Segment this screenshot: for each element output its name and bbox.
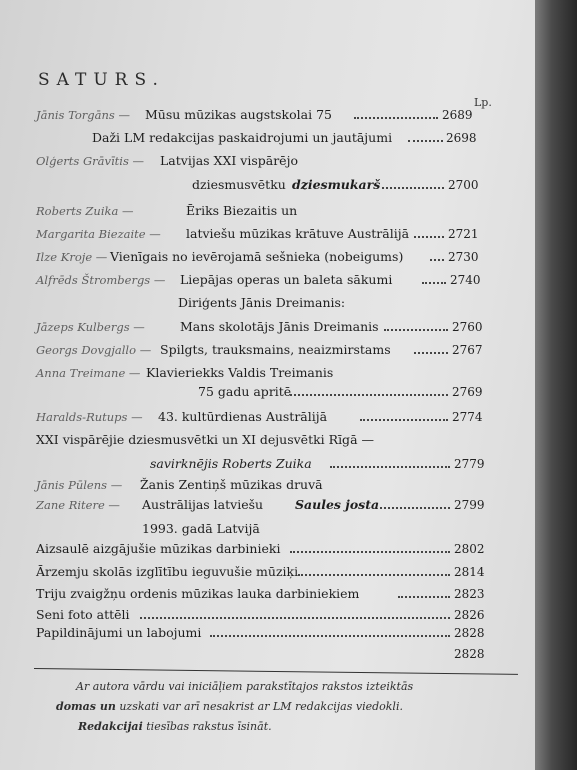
toc-title: Diriģents Jānis Dreimanis: [178, 295, 346, 310]
page-heading: SATURS. [38, 70, 165, 90]
toc-title: Ēriks Biezaitis un [186, 203, 298, 218]
toc-entry [0, 176, 535, 194]
toc-entry [0, 455, 535, 473]
toc-title: 1993. gadā Latvijā [142, 521, 260, 536]
toc-page-number: 2769 [452, 385, 483, 399]
toc-page-number: 2700 [448, 178, 479, 192]
toc-page-number: 2823 [454, 587, 485, 601]
toc-entry [0, 202, 535, 220]
toc-author: Jānis Pūlens — [36, 478, 123, 492]
toc-title: Papildinājumi un labojumi [36, 625, 202, 640]
toc-title: Daži LM redakcijas paskaidrojumi un jautājumi [92, 130, 393, 145]
editorial-note-line-1: Ar autora vārdu vai iniciāļiem parakstītajos rakstos izteiktās [76, 680, 414, 693]
toc-leader-dots [414, 236, 444, 238]
toc-title: latviešu mūzikas krātuve Austrālijā [186, 226, 410, 241]
toc-title: Žanis Zentiņš mūzikas druvā [140, 477, 323, 492]
editorial-note-line-2 [56, 700, 403, 713]
toc-title: Liepājas operas un baleta sākumi [180, 272, 393, 287]
toc-leader-dots [422, 282, 446, 284]
toc-page-number: 2828 [454, 626, 485, 640]
toc-leader-dots [380, 507, 450, 509]
toc-leader-dots [290, 394, 448, 396]
toc-leader-dots [290, 551, 450, 553]
toc-entry [0, 585, 535, 603]
toc-leader-dots [408, 140, 443, 142]
toc-author: Jānis Torgāns — [36, 108, 130, 122]
toc-page-number: 2799 [454, 498, 485, 512]
toc-page-number: 2721 [448, 227, 479, 241]
toc-page-number: 2774 [452, 410, 483, 424]
toc-title: 75 gadu apritē [198, 384, 292, 399]
toc-entry [0, 520, 535, 538]
toc-title: Mans skolotājs Jānis Dreimanis [180, 319, 379, 334]
toc-title: Spilgts, trauksmains, neaizmirstams [160, 342, 391, 357]
editorial-note-text: tiesības rakstus īsināt. [146, 720, 272, 733]
toc-page-number: 2826 [454, 608, 485, 622]
toc-entry [0, 476, 535, 494]
toc-author: Roberts Zuika — [36, 204, 134, 218]
toc-page-number: 2760 [452, 320, 483, 334]
toc-title: Mūsu mūzikas augstskolai 75 [145, 107, 332, 122]
toc-entry [0, 152, 535, 170]
toc-entry [0, 408, 535, 426]
toc-title: 43. kultūrdienas Austrālijā [158, 409, 328, 424]
toc-entry [0, 271, 535, 289]
toc-title: Seni foto attēli [36, 607, 130, 622]
toc-entry [0, 129, 535, 147]
toc-title: Vienīgais no ievērojamā sešnieka (nobeigums) [110, 249, 404, 264]
toc-entry [0, 106, 535, 124]
toc-entry [0, 341, 535, 359]
footnote-divider [34, 668, 518, 675]
toc-page-number: 2767 [452, 343, 483, 357]
toc-entry [0, 540, 535, 558]
toc-title: Klavieriekks Valdis Treimanis [146, 365, 334, 380]
toc-leader-dots [384, 329, 448, 331]
toc-title: Aizsaulē aizgājušie mūzikas darbinieki [36, 541, 281, 556]
toc-entry [0, 318, 535, 336]
toc-entry [0, 624, 535, 642]
toc-page-number: 2698 [446, 131, 477, 145]
toc-page-number: 2828 [454, 647, 485, 661]
toc-title-emphasis: savirknējis Roberts Zuika [150, 456, 312, 471]
toc-entry [0, 364, 535, 382]
toc-author: Margarita Biezaite — [36, 227, 161, 241]
editorial-note-bold: domas un [56, 700, 116, 713]
toc-author: Olģerts Grāvītis — [36, 154, 145, 168]
toc-entry [0, 645, 535, 663]
toc-leader-dots [354, 117, 438, 119]
toc-leader-dots [210, 635, 450, 637]
toc-page-number: 2814 [454, 565, 485, 579]
toc-page-number: 2730 [448, 250, 479, 264]
toc-entry [0, 496, 535, 514]
toc-entry [0, 248, 535, 266]
toc-leader-dots [382, 187, 444, 189]
toc-entry [0, 606, 535, 624]
toc-entry [0, 383, 535, 401]
toc-leader-dots [298, 574, 450, 576]
toc-leader-dots [360, 419, 448, 421]
toc-leader-dots [140, 617, 450, 619]
toc-title: XXI vispārējie dziesmusvētki un XI dejusvētki Rīgā — [36, 432, 374, 447]
toc-page-number: 2802 [454, 542, 485, 556]
toc-leader-dots [398, 596, 450, 598]
toc-title: Ārzemju skolās izglītību ieguvušie mūziķi [36, 564, 299, 579]
toc-title-emphasis: dziesmukarš [292, 177, 381, 192]
toc-entry [0, 431, 535, 449]
toc-author: Jāzeps Kulbergs — [36, 320, 145, 334]
page-number-column-label: Lp. [474, 96, 492, 109]
toc-title: Austrālijas latviešu [142, 497, 264, 512]
toc-author: Georgs Dovgjallo — [36, 343, 152, 357]
toc-title-emphasis: Saules josta [295, 497, 380, 512]
toc-author: Ilze Kroje — [36, 250, 108, 264]
toc-entry [0, 563, 535, 581]
toc-page-number: 2740 [450, 273, 481, 287]
toc-author: Alfrēds Štrombergs — [36, 273, 166, 287]
editorial-note-bold: Redakcijai [78, 720, 143, 733]
toc-title: Triju zvaigžņu ordenis mūzikas lauka darbiniekiem [36, 586, 360, 601]
book-spine-shadow [535, 0, 577, 770]
toc-author: Zane Ritere — [36, 498, 120, 512]
toc-title: Latvijas XXI vispārējo [160, 153, 298, 168]
toc-entry [0, 294, 535, 312]
editorial-note-text: uzskati var arī nesakrist ar LM redakcijas viedokli. [119, 700, 403, 713]
toc-leader-dots [330, 466, 450, 468]
toc-entry [0, 225, 535, 243]
toc-author: Anna Treimane — [36, 366, 141, 380]
editorial-note-line-3 [78, 720, 272, 733]
toc-author: Haralds-Rutups — [36, 410, 143, 424]
toc-leader-dots [430, 259, 444, 261]
toc-leader-dots [414, 352, 448, 354]
toc-page-number: 2779 [454, 457, 485, 471]
toc-title: dziesmusvētku [192, 177, 286, 192]
toc-page-number: 2689 [442, 108, 473, 122]
